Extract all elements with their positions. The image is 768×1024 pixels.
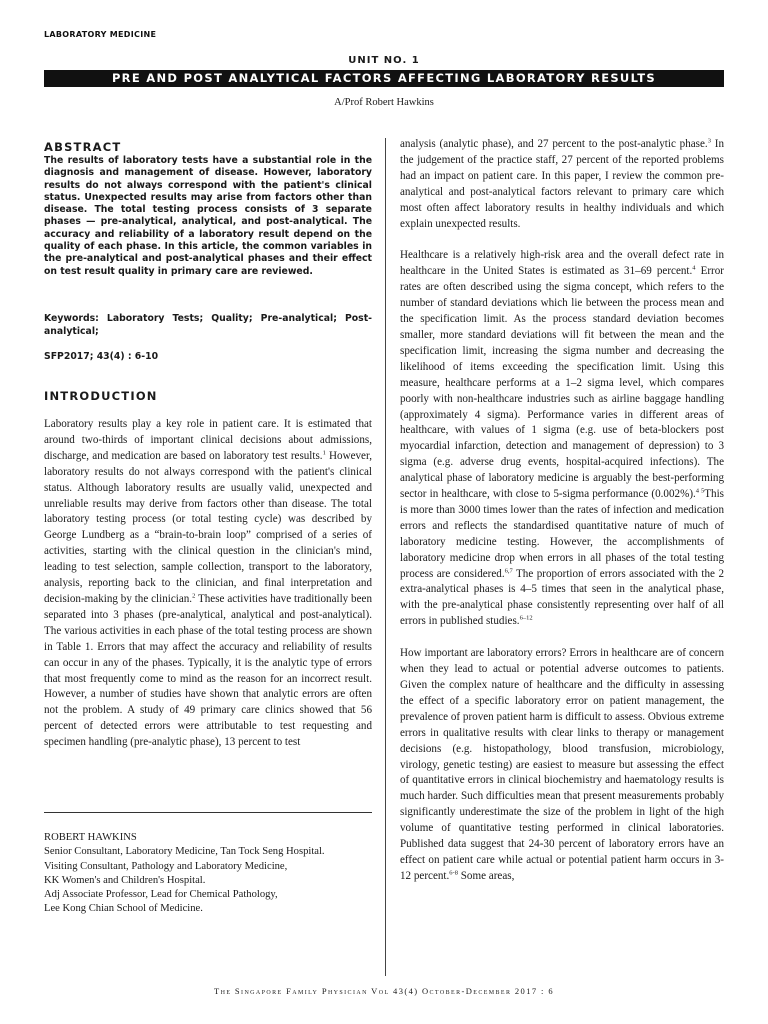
introduction-heading: INTRODUCTION — [44, 389, 158, 403]
introduction-paragraph — [44, 417, 372, 751]
unit-number: UNIT NO. 1 — [348, 55, 420, 66]
page-title: PRE AND POST ANALYTICAL FACTORS AFFECTING LABORATORY RESULTS — [44, 70, 724, 87]
ref-4: 4 — [692, 264, 696, 272]
right-column-text — [400, 137, 724, 885]
right-text: Healthcare is a relatively high-risk area and the overall defect rate in healthcare in the United States is estimated as 31–69 percent. — [400, 249, 724, 278]
right-text: analysis (analytic phase), and 27 percent to the post-analytic phase. — [400, 138, 708, 150]
ref-1: 1 — [322, 449, 326, 457]
ref-3: 3 — [707, 137, 711, 145]
citation: SFP2017; 43(4) : 6-10 — [44, 351, 159, 362]
ref-6-7: 6,7 — [504, 566, 513, 574]
ref-4-5: 4 5 — [695, 487, 705, 495]
right-text: This is more than 3000 times lower than the rates of infection and medication errors and reflects the standardised quantitative nature of much of laboratory medicine testing. However, the accomplishments of laboratory medicine drop when errors in all phases of the total testing process are considered. — [400, 488, 725, 580]
column-divider — [385, 138, 386, 976]
author-block — [44, 831, 372, 917]
affiliation-line: Visiting Consultant, Pathology and Laboratory Medicine, — [44, 860, 288, 872]
page-footer: The Singapore Family Physician Vol 43(4) October-December 2017 : 6 — [214, 986, 554, 996]
ref-6-8: 6-8 — [449, 869, 458, 877]
right-text: Error rates are often described using the sigma concept, which refers to the number of standard deviations which lie between the process mean and the specification limit. As the process standard deviation becomes smaller, more standard deviations will fit between the mean and the specification limit, increasing the sigma number and decreasing the likelihood of items exceeding the specification limit. Using this measure, healthcare performs at a 1–2 sigma level, which compares poorly with non-healthcare industries such as airline baggage handling (approximately 4 sigma). Performance varies in different areas of healthcare, with values of 1 sigma (e.g. use of beta-blockers post myocardial infarction, detection and management of depression) to 3 sigma (e.g. adverse drug events, hospital-acquired infections). The analytical phase of laboratory medicine is arguably the best-performing sector in healthcare, with close to 5-sigma performance (0.002%). — [400, 265, 724, 501]
keywords: Keywords: Laboratory Tests; Quality; Pre-analytical; Post-analytical; — [44, 313, 372, 337]
right-text: How important are laboratory errors? Errors in healthcare are of concern when they lead to actual or potential adverse outcomes to patients. Given the complex nature of healthcare and the difficulty in assessing the effect of a specific laboratory error on patient management, the prevalence of proven patient harm is difficult to assess. Obvious extreme errors in qualitative results with clear links to therapy or management decisions (e.g. histopathology, blood transfusion, microbiology, virology, genetic testing) are easiest to measure but assessing the effect of quantitative errors in clinical biochemistry and haematology results is much harder. Such difficulties mean that present measurements probably significantly underestimate the size of the problem in light of the high volume of quantitative testing performed in clinical laboratories. Published data suggest that 24-30 percent of laboratory errors have an effect on patient care while actual or potential patient harm occurs in 3-12 percent. — [400, 647, 724, 882]
author-line: A/Prof Robert Hawkins — [334, 97, 434, 108]
author-name: ROBERT HAWKINS — [44, 832, 137, 843]
affiliation-line: Lee Kong Chian School of Medicine. — [44, 903, 203, 915]
abstract-heading: ABSTRACT — [44, 140, 122, 154]
affiliation-line: Adj Associate Professor, Lead for Chemical Pathology, — [44, 889, 278, 901]
right-text: The proportion of errors associated with the 2 extra-analytical phases is 4–5 times that seen in the analytical phase, with the pre-analytical phase consistently representing over half of all errors in published studies. — [400, 567, 725, 628]
right-text: Some areas, — [457, 869, 515, 882]
abstract-text: The results of laboratory tests have a substantial role in the diagnosis and management of disease. However, laboratory results do not always correspond with the patient's clinical status. Unexpected results may arise from factors other than disease. The total testing process consists of 3 separate phases — pre-analytical, analytical, and post-analytical. The accuracy and reliability of a laboratory result depend on the quality of each phase. In this article, the common variables in the pre-analytical and post-analytical phases and their effect on test result quality in primary care are reviewed. — [44, 155, 372, 277]
affiliation-line: Senior Consultant, Laboratory Medicine, Tan Tock Seng Hospital. — [44, 846, 325, 858]
intro-text-3: These activities have traditionally been separated into 3 phases (pre-analytical, analytical and post-analytical). The various activities in each phase of the total testing process are shown in Table 1. Errors that may affect the accuracy and reliability of results can occur in any of the phases. Typically, it is the analytic type of errors that most frequently come to mind as the reason for an incorrect result. However, a number of studies have shown that analytic errors are often not the problem. A study of 49 primary care clinics showed that 56 percent of detected errors were attributable to test requesting and specimen handling (pre-analytic phase), 13 percent to test — [44, 592, 372, 749]
author-rule — [44, 812, 372, 813]
ref-2: 2 — [192, 592, 196, 600]
right-text: In the judgement of the practice staff, 27 percent of the reported problems had an impact on patient care. In this paper, I review the common pre-analytical and post-analytical factors relevant to primary care which most often affect laboratory results in healthy individuals and which explain unexpected results. — [400, 138, 724, 230]
intro-text-1: Laboratory results play a key role in patient care. It is estimated that around two-thirds of important clinical decisions about admissions, discharge, and medication are based on laboratory test results. — [44, 418, 372, 462]
affiliation-line: KK Women's and Children's Hospital. — [44, 874, 206, 886]
ref-6-12: 6–12 — [519, 614, 533, 622]
intro-text-2: However, laboratory results do not always correspond with the patient's clinical status. Although laboratory results are usually valid, unexpected and unreliable results may derive from factors other than disease. The total laboratory testing process (or total testing cycle) was described by George Lundberg as a “brain-to-brain loop” comprised of a series of activities, starting with the clinical question in the clinician's mind, leading to test selection, sample collection, transport to the laboratory, analysis, reporting back to the clinician, and final interpretation and decision-making by the clinician. — [44, 449, 372, 605]
section-label: LABORATORY MEDICINE — [44, 30, 157, 39]
